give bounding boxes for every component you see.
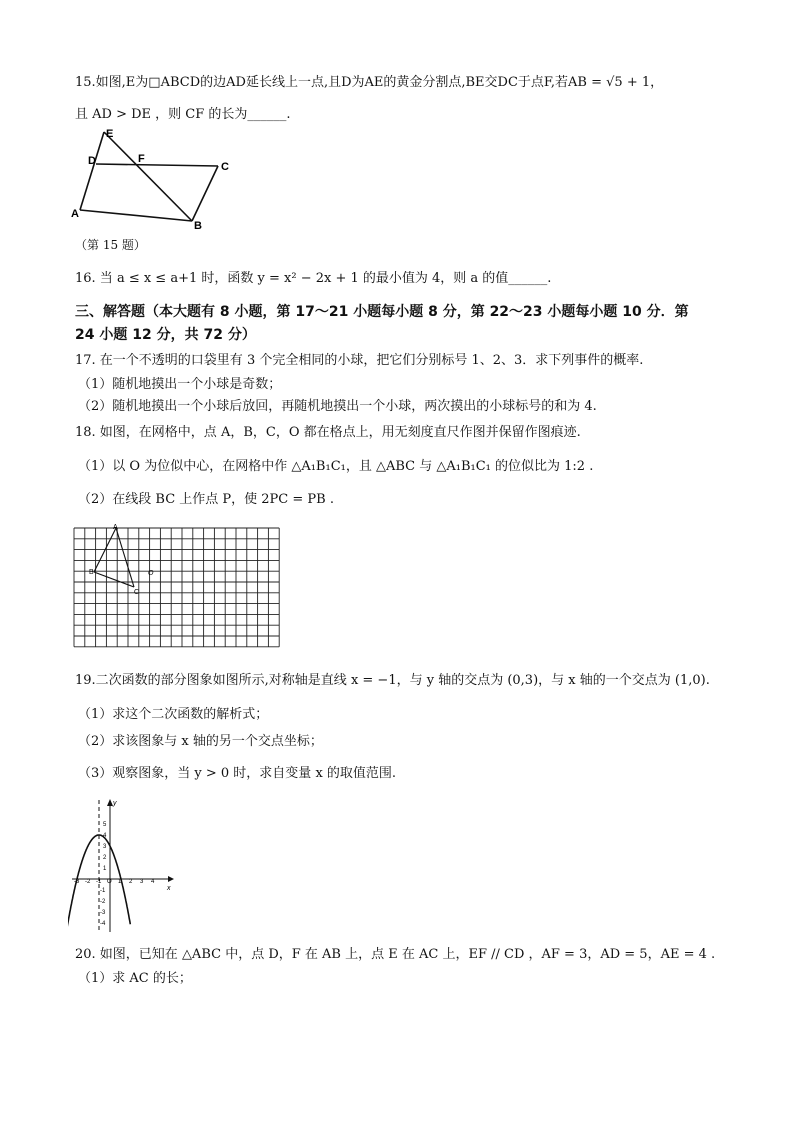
q17-text: 17. 在一个不透明的口袋里有 3 个完全相同的小球，把它们分别标号 1、2、3．求下列事件的概率. (75, 353, 644, 368)
q19-x-tick-label: -3 (74, 879, 80, 885)
q19-part2: （2）求该图象与 x 轴的另一个交点坐标； (78, 734, 323, 749)
q15-label-a: A (71, 208, 79, 220)
q18-part2: （2）在线段 BC 上作点 P，使 2PC = PB . (78, 492, 334, 507)
q19-y-tick-label: 4 (103, 833, 107, 839)
section3-heading-line2: 24 小题 12 分，共 72 分） (75, 327, 256, 343)
section3-heading-line1: 三、解答题（本大题有 8 小题，第 17～21 小题每小题 8 分，第 22～23 小题每小题 10 分．第 (75, 304, 689, 320)
q15-text-2: 且 AD > DE ，则 CF 的长为______. (75, 107, 291, 122)
q19-part1: （1）求这个二次函数的解析式； (78, 707, 269, 722)
q20-text: 20. 如图，已知在 △ABC 中，点 D，F 在 AB 上，点 E 在 AC 上，EF // CD ，AF = 3，AD = 5，AE = 4 . (75, 947, 716, 962)
q19-y-tick-label: 5 (103, 822, 107, 828)
q18-text: 18. 如图，在网格中，点 A，B，C，O 都在格点上，用无刻度直尺作图并保留作图痕迹. (75, 425, 581, 440)
q15-label-b: B (194, 220, 202, 232)
q19-y-tick-label: -2 (100, 899, 106, 905)
q19-y-axis-label: y (113, 800, 117, 807)
q16-text: 16. 当 a ≤ x ≤ a+1 时，函数 y = x² − 2x + 1 的最小值为 4，则 a 的值______. (75, 271, 552, 286)
q18-part1: （1）以 O 为位似中心，在网格中作 △A₁B₁C₁，且 △ABC 与 △A₁B₁C₁ 的位似比为 1:2 . (78, 459, 594, 474)
q18-grid-figure (72, 524, 282, 652)
q17-part1: （1）随机地摸出一个小球是奇数； (78, 377, 282, 392)
q15-label-d: D (88, 155, 96, 167)
q19-y-tick-label: -3 (100, 910, 106, 916)
q19-parabola-figure (68, 796, 178, 936)
q15-label-f: F (138, 153, 145, 165)
q19-x-axis-label: x (167, 885, 171, 892)
q19-y-tick-label: -1 (100, 888, 106, 894)
q15-label-e: E (106, 128, 114, 140)
q19-x-tick-label: 4 (151, 879, 155, 885)
q18-label-c: C (134, 589, 140, 596)
q18-label-b: B (89, 569, 94, 576)
q19-y-tick-label: 2 (103, 855, 107, 861)
q19-x-tick-label: 1 (118, 879, 122, 885)
q19-x-tick-label: -1 (96, 879, 102, 885)
q20-part1: （1）求 AC 的长； (78, 971, 192, 986)
q19-x-tick-label: O (107, 879, 112, 885)
q15-text: 15.如图,E为□ABCD的边AD延长线上一点,且D为AE的黄金分割点,BE交DC于点F,若AB = √5 + 1， (75, 75, 664, 90)
q19-text: 19.二次函数的部分图象如图所示,对称轴是直线 x = −1，与 y 轴的交点为 (0,3)，与 x 轴的一个交点为 (1,0). (75, 673, 710, 688)
q15-caption: （第 15 题） (75, 238, 146, 252)
q15-label-c: C (221, 161, 229, 173)
q19-y-tick-label: 1 (103, 866, 107, 872)
q18-label-a: A (113, 524, 118, 531)
q19-part3: （3）观察图象，当 y > 0 时，求自变量 x 的取值范围. (78, 766, 397, 781)
q19-y-tick-label: 3 (103, 844, 107, 850)
q18-label-o: O (148, 570, 154, 577)
q19-x-tick-label: 2 (129, 879, 133, 885)
q15-figure (68, 126, 238, 234)
q19-x-tick-label: -2 (85, 879, 91, 885)
q19-x-tick-label: 3 (140, 879, 144, 885)
q17-part2: （2）随机地摸出一个小球后放回，再随机地摸出一个小球，两次摸出的小球标号的和为 4. (78, 399, 597, 414)
q19-y-tick-label: -4 (100, 921, 106, 927)
